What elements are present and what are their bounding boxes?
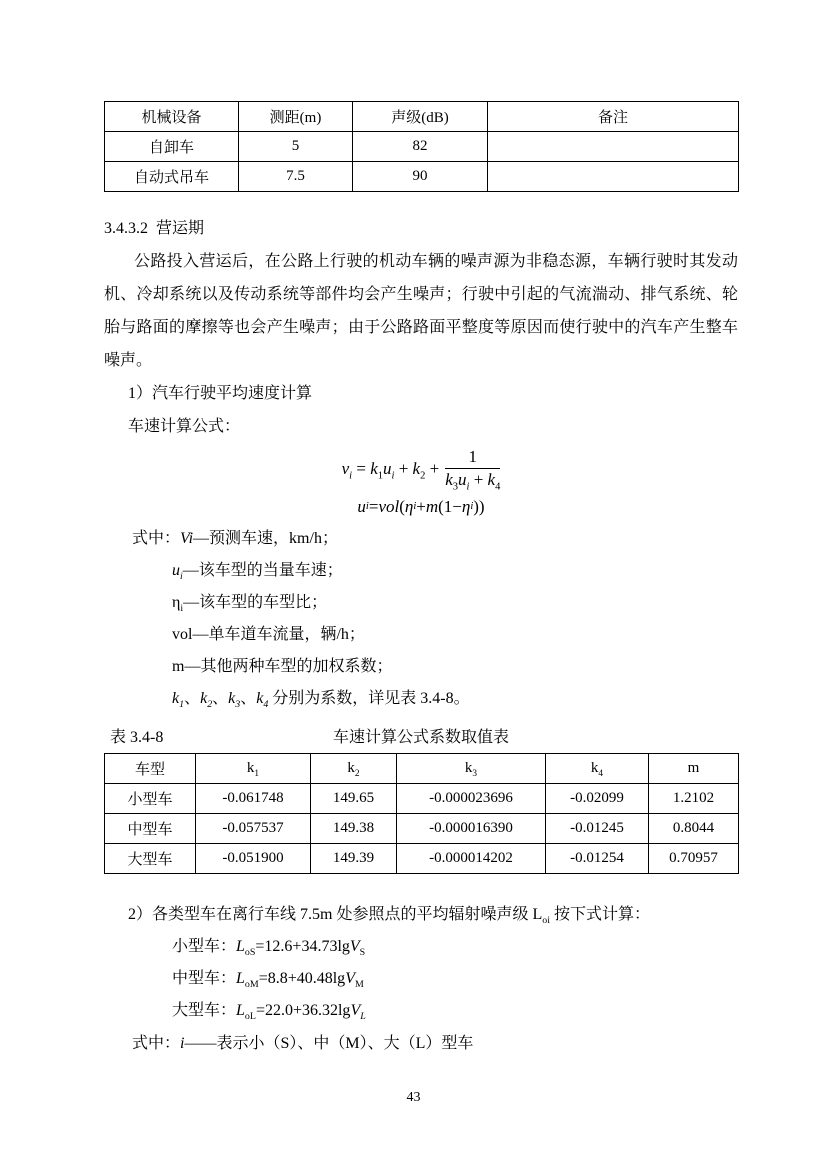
formula-fraction — [445, 447, 501, 493]
table-row — [105, 784, 739, 814]
definition-item: m—其他两种车型的加权系数； — [172, 658, 393, 675]
section-heading: 3.4.3.2 营运期 — [104, 220, 205, 237]
equip-cell — [488, 162, 739, 192]
definition-item: Vi—预测车速，km/h； — [180, 530, 338, 547]
fraction-denominator: $k_3u_i + k_4$ — [445, 470, 501, 493]
formula-vi — [104, 447, 738, 493]
equip-header-level: 声级(dB) — [353, 102, 488, 132]
equip-header-distance: 测距(m) — [239, 102, 353, 132]
table-caption-label: 表 3.4-8 — [110, 729, 164, 746]
list-item-2: 2）各类型车在离行车线 7.5m 处参照点的平均辐射噪声级 $L_{oi}$ 按下式计算： — [128, 906, 650, 927]
coef-cell: 1.2102 — [649, 784, 739, 814]
coef-cell: 中型车 — [105, 814, 196, 844]
coef-header-k4: $k_4$ — [546, 754, 649, 784]
definitions-label: 式中： — [132, 530, 181, 547]
formula-vi-lhs: $v_i = k_1u_i + k_2$ + — [341, 458, 440, 481]
table-row — [105, 162, 739, 192]
coef-cell: -0.051900 — [196, 844, 311, 874]
speed-formula-block — [104, 447, 738, 522]
page-content — [104, 101, 738, 1060]
coef-cell: -0.000016390 — [397, 814, 546, 844]
formula-intro: 车速计算公式： — [128, 418, 241, 435]
table-header-row — [105, 102, 739, 132]
table-row — [105, 132, 739, 162]
definition-item: $\eta_i—$该车型的车型比； — [172, 594, 328, 615]
coef-cell: -0.02099 — [546, 784, 649, 814]
definitions-lead — [132, 522, 738, 555]
coef-cell: 149.39 — [311, 844, 397, 874]
table-header-row — [105, 754, 739, 784]
table-row — [105, 814, 739, 844]
table-caption — [104, 723, 738, 753]
equipment-noise-table — [104, 101, 739, 192]
coef-header-k1: $k_1$ — [196, 754, 311, 784]
coef-cell: 大型车 — [105, 844, 196, 874]
equip-cell: 82 — [353, 132, 488, 162]
equip-header-remark: 备注 — [488, 102, 739, 132]
equip-cell — [488, 132, 739, 162]
body-paragraph: 公路投入营运后，在公路上行驶的机动车辆的噪声源为非稳态源，车辆行驶时其发动机、冷却系统以及传动系统等部件均会产生噪声；行驶中引起的气流湍动、排气系统、轮胎与路面的摩擦等也会产生噪声；由于公路路面平整度等原因而使行驶中的汽车产生整车噪声。 — [104, 253, 738, 369]
formula-note: 式中：i——表示小（S）、中（M）、大（L）型车 — [132, 1035, 474, 1052]
page-number: 43 — [406, 1090, 421, 1105]
coef-cell: -0.057537 — [196, 814, 311, 844]
noise-formula-medium: 中型车：$L_{oM}=8.8+40.48\lg V_M$ — [172, 970, 364, 991]
coef-header-k2: $k_2$ — [311, 754, 397, 784]
noise-formula-small: 小型车：$L_{oS}=12.6+34.73\lg V_S$ — [172, 938, 366, 959]
formula-ui: u i = vol ( η i + m (1− η i )) — [357, 497, 485, 516]
definition-item: $k_1$、$k_2$、$k_3$、$k_4$ 分别为系数，详见表 3.4-8。 — [172, 690, 470, 711]
speed-coefficients-table — [104, 753, 739, 874]
equip-cell: 自动式吊车 — [105, 162, 239, 192]
coef-cell: -0.01254 — [546, 844, 649, 874]
equip-cell: 7.5 — [239, 162, 353, 192]
table-caption-title: 车速计算公式系数取值表 — [332, 729, 509, 746]
fraction-numerator: 1 — [445, 447, 500, 469]
coef-header-m: m — [649, 754, 739, 784]
definition-item: vol—单车道车流量，辆/h； — [172, 626, 365, 643]
coef-cell: -0.000014202 — [397, 844, 546, 874]
equip-cell: 自卸车 — [105, 132, 239, 162]
list-item-1: 1）汽车行驶平均速度计算 — [128, 385, 313, 402]
table-row — [105, 844, 739, 874]
equip-header-device: 机械设备 — [105, 102, 239, 132]
coef-cell: 0.70957 — [649, 844, 739, 874]
coef-cell: -0.061748 — [196, 784, 311, 814]
coef-header-k3: $k_3$ — [397, 754, 546, 784]
definition-item: $u_i—$该车型的当量车速； — [172, 562, 343, 583]
equip-cell: 90 — [353, 162, 488, 192]
coef-cell: 149.65 — [311, 784, 397, 814]
coef-cell: -0.000023696 — [397, 784, 546, 814]
equip-cell: 5 — [239, 132, 353, 162]
coef-cell: 0.8044 — [649, 814, 739, 844]
coef-cell: -0.01245 — [546, 814, 649, 844]
coef-header-type: 车型 — [105, 754, 196, 784]
coef-cell: 149.38 — [311, 814, 397, 844]
noise-formula-large: 大型车：$L_{oL}=22.0+36.32\lg V_L$ — [172, 1002, 366, 1023]
coef-cell: 小型车 — [105, 784, 196, 814]
